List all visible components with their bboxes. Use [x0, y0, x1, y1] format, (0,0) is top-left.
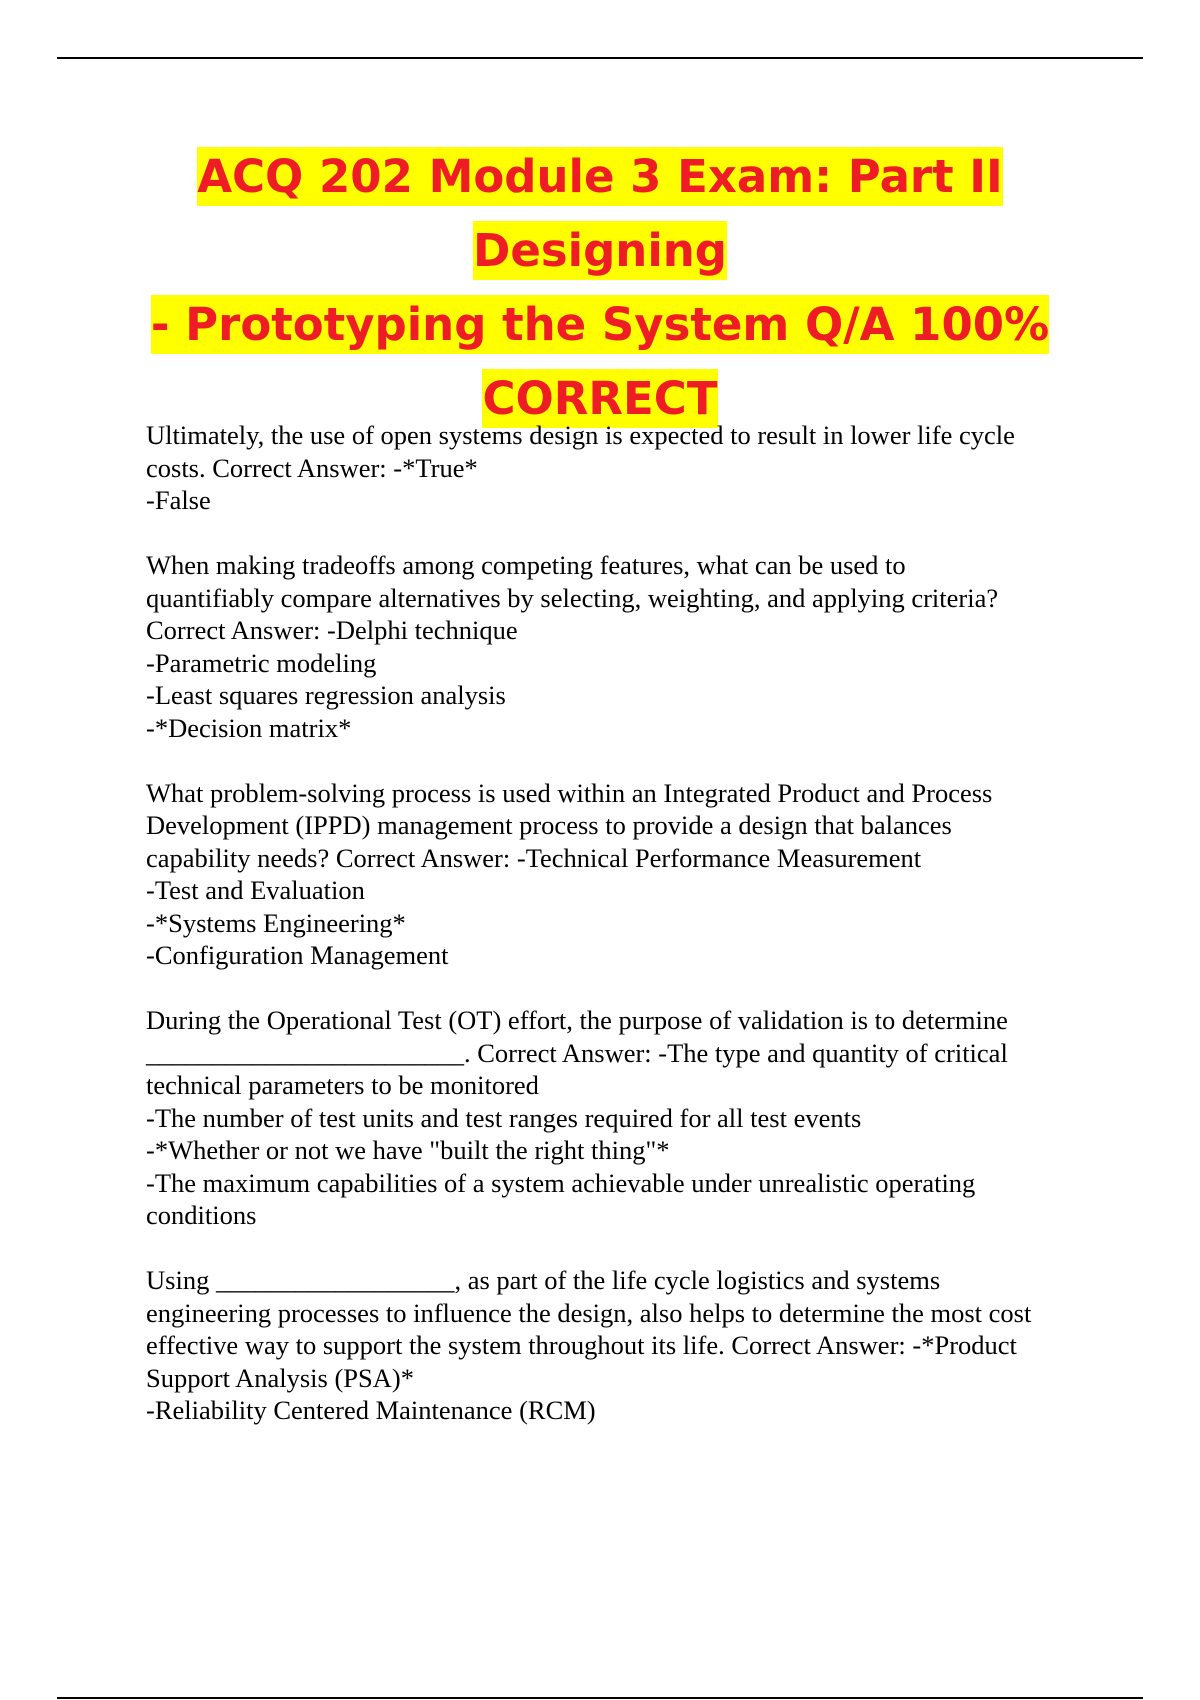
- text-line: conditions: [146, 1200, 257, 1230]
- text-line: Development (IPPD) management process to provide a design that balances: [146, 810, 952, 840]
- text-line: Ultimately, the use of open systems design is expected to result in lower life cycle: [146, 420, 1015, 450]
- text-line: -Test and Evaluation: [146, 875, 365, 905]
- text-line: Correct Answer: -Delphi technique: [146, 615, 518, 645]
- question-block: [146, 549, 1106, 744]
- title-highlight: - Prototyping the System Q/A 100%: [151, 295, 1049, 354]
- text-line: When making tradeoffs among competing features, what can be used to: [146, 550, 906, 580]
- text-line: effective way to support the system throughout its life. Correct Answer: -*Product: [146, 1330, 1017, 1360]
- text-line: engineering processes to influence the design, also helps to determine the most cost: [146, 1297, 1032, 1328]
- title-line: [100, 288, 1100, 362]
- text-line: -*Decision matrix*: [146, 712, 352, 743]
- text-line: Using __________________, as part of the life cycle logistics and systems: [146, 1265, 941, 1295]
- text-line: capability needs? Correct Answer: -Technical Performance Measurement: [146, 842, 922, 873]
- document-title: [100, 140, 1100, 436]
- question-list: [146, 419, 1106, 1459]
- title-highlight: ACQ 202 Module 3 Exam: Part II Designing: [197, 147, 1003, 280]
- text-line: What problem-solving process is used within an Integrated Product and Process: [146, 777, 993, 808]
- text-line: -The maximum capabilities of a system achievable under unrealistic operating: [146, 1167, 976, 1198]
- text-line: -Parametric modeling: [146, 647, 377, 678]
- text-line: technical parameters to be monitored: [146, 1070, 539, 1100]
- text-line: -Configuration Management: [146, 940, 449, 970]
- text-line: costs. Correct Answer: -*True*: [146, 452, 478, 483]
- text-line: -False: [146, 485, 211, 515]
- question-block: [146, 777, 1106, 972]
- title-highlight: CORRECT: [482, 369, 717, 428]
- text-line: ________________________. Correct Answer: -The type and quantity of critical: [146, 1037, 1008, 1068]
- text-line: During the Operational Test (OT) effort, the purpose of validation is to determine: [146, 1005, 1008, 1035]
- title-line: [100, 140, 1100, 288]
- bottom-rule: [57, 1697, 1143, 1699]
- question-block: [146, 419, 1106, 517]
- text-line: -The number of test units and test ranges required for all test events: [146, 1102, 862, 1133]
- question-block: [146, 1264, 1106, 1427]
- text-line: -Reliability Centered Maintenance (RCM): [146, 1395, 596, 1425]
- text-line: -*Systems Engineering*: [146, 907, 406, 938]
- text-line: Support Analysis (PSA)*: [146, 1362, 414, 1393]
- text-line: -Least squares regression analysis: [146, 680, 506, 710]
- text-line: -*Whether or not we have "built the right thing"*: [146, 1135, 670, 1165]
- top-rule: [57, 57, 1143, 59]
- question-block: [146, 1004, 1106, 1232]
- text-line: quantifiably compare alternatives by selecting, weighting, and applying criteria?: [146, 582, 999, 613]
